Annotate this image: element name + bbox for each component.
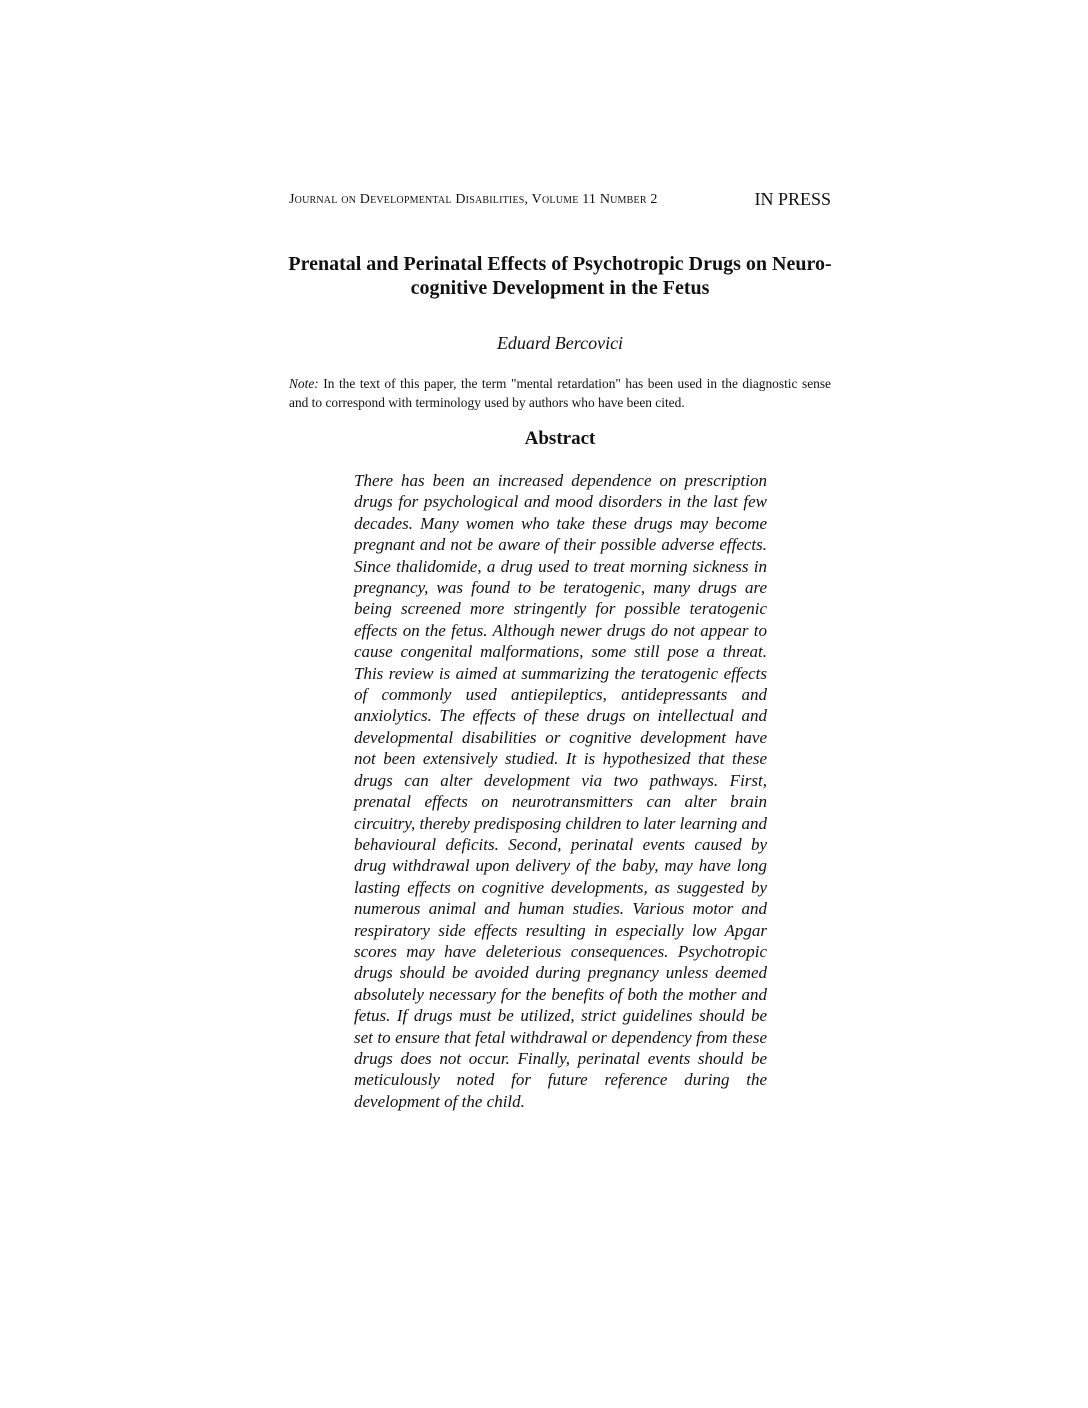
terminology-note: [289, 374, 831, 412]
article-title: Prenatal and Perinatal Effects of Psychotropic Drugs on Neuro-cognitive Development in the Fetus: [288, 253, 832, 299]
running-header: [289, 189, 831, 213]
press-status: IN PRESS: [754, 189, 831, 209]
author-name: Eduard Bercovici: [496, 333, 624, 353]
journal-name: Journal on Developmental Disabilities, Volume 11 Number 2: [289, 192, 658, 207]
note-text: In the text of this paper, the term "mental retardation" has been used in the diagnostic sense and to correspond with terminology used by authors who have been cited.: [289, 376, 831, 410]
note-label: Note:: [289, 376, 319, 391]
abstract-text: There has been an increased dependence on prescription drugs for psychological and mood disorders in the last few decades. Many women who take these drugs may become pregnant and not be aware of their possible adverse effects. Since thalidomide, a drug used to treat morning sickness in pregnancy, was found to be teratogenic, many drugs are being screened more stringently for possible teratogenic effects on the fetus. Although newer drugs do not appear to cause congenital malformations, some still pose a threat. This review is aimed at summarizing the teratogenic effects of commonly used antiepileptics, antidepressants and anxiolytics. The effects of these drugs on intellectual and developmental disabilities or cognitive development have not been extensively studied. It is hypothesized that these drugs can alter development via two pathways. First, prenatal effects on neurotransmitters can alter brain circuitry, thereby predisposing children to later learning and behavioural deficits. Second, perinatal events caused by drug withdrawal upon delivery of the baby, may have long lasting effects on cognitive developments, as suggested by numerous animal and human studies. Various motor and respiratory side effects resulting in especially low Apgar scores may have deleterious consequences. Psychotropic drugs should be avoided during pregnancy unless deemed absolutely necessary for the benefits of both the mother and fetus. If drugs must be utilized, strict guidelines should be set to ensure that fetal withdrawal or dependency from these drugs does not occur. Finally, perinatal events should be meticulously noted for future reference during the development of the child.: [354, 471, 767, 1111]
abstract-heading: Abstract: [524, 428, 596, 449]
